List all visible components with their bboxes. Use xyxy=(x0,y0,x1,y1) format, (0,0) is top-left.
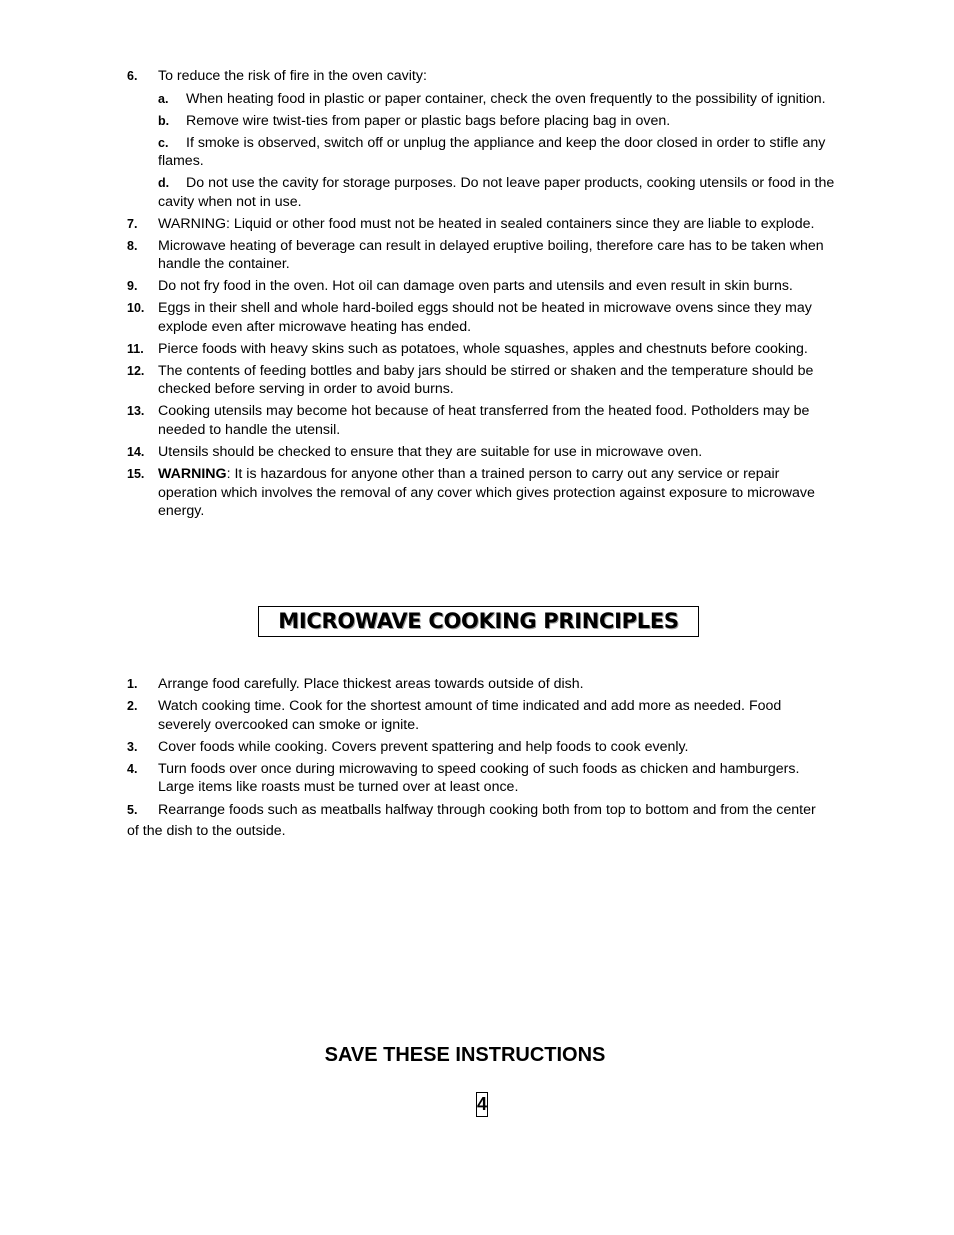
item-text: Arrange food carefully. Place thickest areas towards outside of dish. xyxy=(158,676,584,692)
sub-item-text: When heating food in plastic or paper container, check the oven frequently to the possibility of ignition. xyxy=(186,90,826,107)
item-text: The contents of feeding bottles and baby jars should be stirred or shaken and the temperature should be checked before serving in order to avoid burns. xyxy=(158,362,814,398)
item-text: Rearrange foods such as meatballs halfway through cooking both from top to bottom and from the center of the dish to the outside. xyxy=(127,802,816,840)
item-text: To reduce the risk of fire in the oven cavity: xyxy=(158,68,427,84)
sub-item xyxy=(158,112,837,131)
item-number: 3. xyxy=(127,739,138,754)
section-heading-box xyxy=(258,606,699,637)
list-item xyxy=(127,67,837,211)
sub-item-label: c. xyxy=(158,135,169,150)
item-number: 14. xyxy=(127,444,145,459)
list-item xyxy=(127,340,837,359)
sub-item xyxy=(158,174,837,211)
sub-item-label: d. xyxy=(158,176,170,191)
list-item xyxy=(127,443,837,462)
item-number: 7. xyxy=(127,216,138,231)
sub-item-text: Remove wire twist-ties from paper or plastic bags before placing bag in oven. xyxy=(186,112,671,129)
item-text: Do not fry food in the oven. Hot oil can damage oven parts and utensils and even result in skin burns. xyxy=(158,278,793,295)
item-number: 9. xyxy=(127,279,138,294)
sub-item-text: If smoke is observed, switch off or unplug the appliance and keep the door closed in order to stifle any flames. xyxy=(158,134,826,170)
page-number: 4 xyxy=(476,1092,488,1117)
list-item xyxy=(127,402,837,439)
list-item xyxy=(127,277,837,296)
list-item xyxy=(127,697,837,734)
sub-item-label: b. xyxy=(158,113,170,128)
item-number: 11. xyxy=(127,341,144,356)
item-number: 4. xyxy=(127,761,138,776)
list-item xyxy=(127,362,837,399)
safety-list xyxy=(127,67,837,524)
item-number: 13. xyxy=(127,404,145,419)
list-item xyxy=(127,465,837,521)
sub-item-label: a. xyxy=(158,91,169,106)
list-item xyxy=(127,299,837,336)
principles-list xyxy=(127,675,837,842)
sub-item xyxy=(158,90,837,109)
list-item xyxy=(127,760,837,797)
save-instructions-title: SAVE THESE INSTRUCTIONS xyxy=(324,1044,606,1066)
list-item xyxy=(127,675,837,694)
item-text: Pierce foods with heavy skins such as potatoes, whole squashes, apples and chestnuts before cooking. xyxy=(158,340,808,357)
item-text: Utensils should be checked to ensure that they are suitable for use in microwave oven. xyxy=(158,443,703,460)
item-text: Microwave heating of beverage can result in delayed eruptive boiling, therefore care has to be taken when handle the container. xyxy=(158,237,824,273)
warning-label: WARNING xyxy=(158,465,227,482)
list-item xyxy=(127,215,837,234)
item-number: 1. xyxy=(127,677,138,691)
item-text: Cover foods while cooking. Covers prevent spattering and help foods to cook evenly. xyxy=(158,738,689,755)
item-text: : It is hazardous for anyone other than a trained person to carry out any service or repair operation which involves the removal of any cover which gives protection against exposure to microwave energy. xyxy=(158,465,815,520)
item-number: 8. xyxy=(127,238,138,253)
item-number: 15. xyxy=(127,466,145,481)
item-number: 6. xyxy=(127,69,138,83)
item-number: 5. xyxy=(127,803,138,818)
item-number: 2. xyxy=(127,698,138,713)
item-text: WARNING: Liquid or other food must not be heated in sealed containers since they are liable to explode. xyxy=(158,215,815,232)
list-item xyxy=(127,800,827,842)
list-item xyxy=(127,738,837,757)
list-item xyxy=(127,237,837,274)
sub-item xyxy=(158,134,837,171)
item-text: Turn foods over once during microwaving to speed cooking of such foods as chicken and hamburgers. Large items like roasts must be turned over at least once. xyxy=(158,760,800,796)
item-text: Eggs in their shell and whole hard-boiled eggs should not be heated in microwave ovens since they may explode even after microwave heating has ended. xyxy=(158,300,812,335)
item-number: 10. xyxy=(127,301,145,316)
item-text: Watch cooking time. Cook for the shortest amount of time indicated and add more as needed. Food severely overcooked can smoke or ignite. xyxy=(158,697,782,733)
sub-list xyxy=(158,90,837,212)
sub-item-text: Do not use the cavity for storage purposes. Do not leave paper products, cooking utensils or food in the cavity when not in use. xyxy=(158,175,835,210)
section-heading: MICROWAVE COOKING PRINCIPLES xyxy=(278,609,679,633)
item-text: Cooking utensils may become hot because of heat transferred from the heated food. Potholders may be needed to handle the utensil. xyxy=(158,403,810,438)
item-number: 12. xyxy=(127,363,145,378)
